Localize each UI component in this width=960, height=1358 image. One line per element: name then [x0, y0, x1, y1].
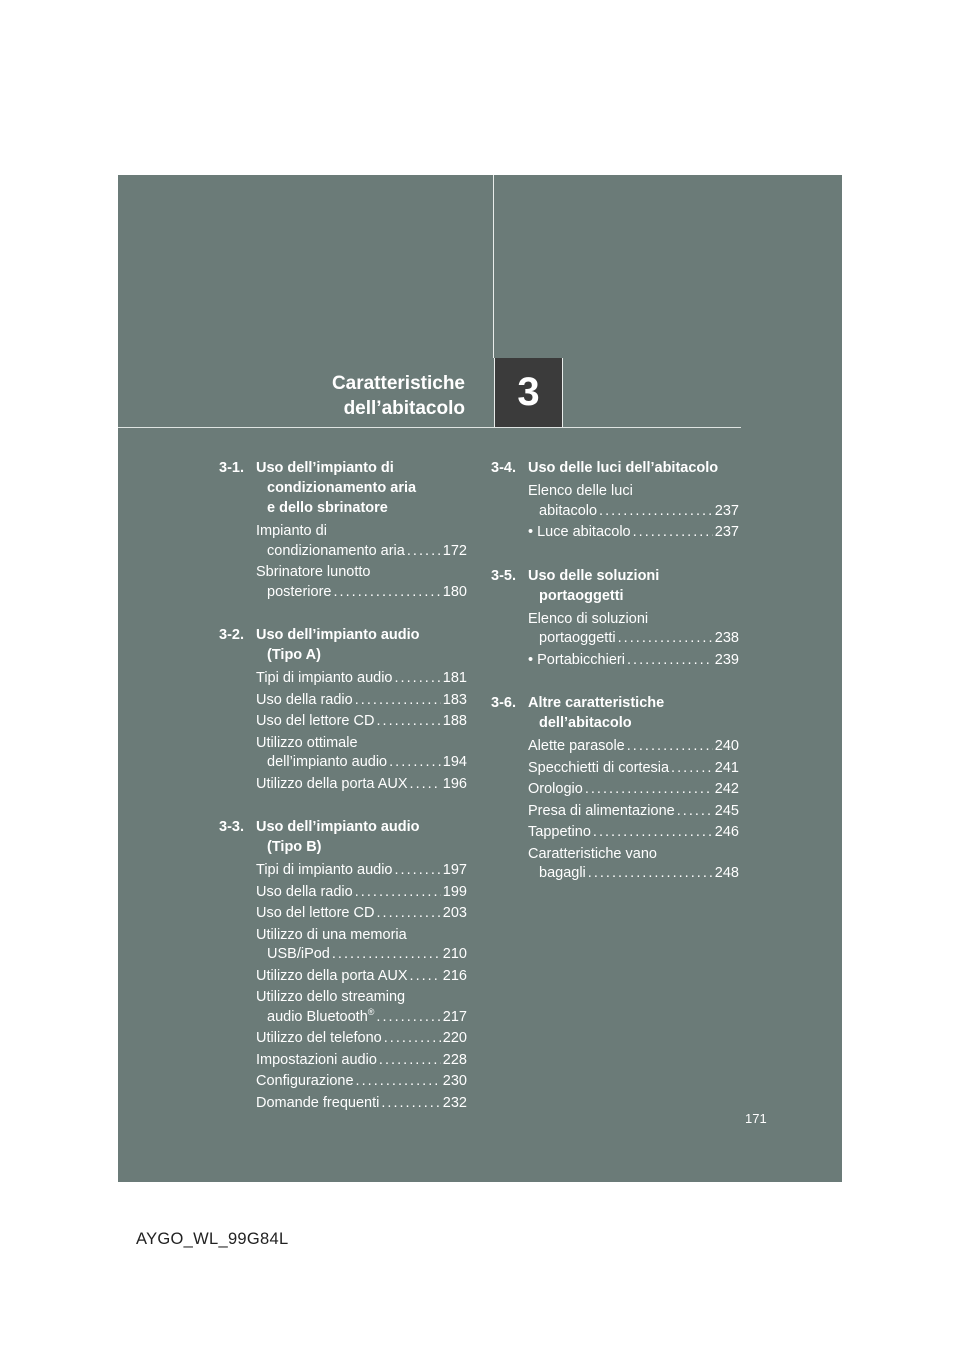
toc-entry[interactable]: [256, 1051, 467, 1071]
toc-section: [219, 625, 467, 794]
entry-label-line: Impianto di: [256, 523, 327, 539]
entry-label-text: Orologio: [528, 781, 583, 797]
toc-entry[interactable]: [256, 926, 467, 965]
entry-page-number: 183: [442, 691, 467, 708]
entry-label: [256, 967, 408, 987]
entry-label-line: Utilizzo ottimale: [256, 734, 358, 751]
toc-entry[interactable]: [256, 1029, 467, 1049]
entry-label-text: abitacolo: [539, 502, 598, 519]
entry-page-number: 217: [442, 1008, 467, 1025]
section-title-line: condizionamento aria: [267, 480, 417, 496]
dot-leader: [379, 1051, 441, 1071]
entry-label: [528, 651, 625, 671]
entry-label: [528, 823, 591, 843]
document-code: AYGO_WL_99G84L: [136, 1230, 289, 1248]
vertical-divider: [493, 175, 494, 358]
section-title: [528, 458, 718, 478]
entry-label: [256, 1094, 379, 1114]
entry-page-number: 241: [714, 759, 739, 776]
chapter-number: 3: [517, 370, 540, 414]
entry-label: [539, 864, 586, 884]
section-title-line: (Tipo A): [267, 647, 321, 663]
entry-page-number: 237: [714, 524, 739, 540]
entry-last-line: [256, 945, 467, 965]
toc-entry[interactable]: [528, 823, 739, 843]
toc-entry[interactable]: [256, 1072, 467, 1092]
dot-leader: [376, 904, 440, 924]
section-heading: [219, 458, 467, 518]
registered-mark: ®: [367, 1006, 375, 1017]
entry-last-line: [528, 802, 739, 822]
section-title: [528, 693, 664, 733]
toc-section: [219, 458, 467, 602]
toc-entry[interactable]: [528, 780, 739, 800]
dot-leader: [381, 1094, 440, 1114]
section-title-line: Uso delle luci dell’abitacolo: [528, 460, 719, 476]
entry-last-line: [256, 861, 467, 881]
toc-section: [491, 693, 739, 884]
section-title: [256, 458, 416, 518]
chapter-title-line1: Caratteristiche: [331, 373, 465, 394]
section-title-line: Altre caratteristiche: [528, 695, 665, 711]
section-heading: [491, 693, 739, 733]
section-title-line: (Tipo B): [267, 839, 322, 855]
entry-label-line: Elenco delle luci: [528, 483, 633, 499]
section-number: 3-5.: [491, 567, 516, 584]
entry-label: [528, 759, 669, 779]
entry-last-line: [256, 1072, 467, 1092]
entry-last-line: [256, 904, 467, 924]
entry-label-text: Tipi di impianto audio: [256, 670, 393, 686]
toc-section: [491, 458, 739, 543]
entry-page-number: 210: [442, 946, 467, 962]
entry-last-line: [256, 583, 467, 603]
section-heading: [219, 817, 467, 857]
toc-entry[interactable]: [528, 610, 739, 649]
dot-leader: [333, 583, 440, 603]
entry-label-text: Uso del lettore CD: [256, 905, 375, 921]
dot-leader: [332, 945, 441, 965]
toc-entry[interactable]: [256, 563, 467, 602]
entry-label: [256, 1029, 382, 1049]
toc-entry[interactable]: [256, 691, 467, 711]
entry-label-line: Utilizzo dello streaming: [256, 989, 406, 1005]
toc-entry[interactable]: [256, 988, 467, 1027]
entry-label: [539, 629, 616, 649]
entry-last-line: [256, 1008, 467, 1028]
entry-page-number: 194: [442, 754, 467, 770]
entry-last-line: [256, 669, 467, 689]
entry-page-number: 246: [714, 824, 739, 840]
entry-label-line: Sbrinatore lunotto: [256, 564, 371, 580]
toc-column-left: [219, 458, 467, 1136]
entry-label: [256, 904, 374, 924]
section-title-line: Uso dell’impianto audio: [256, 627, 420, 643]
entry-label-text: • Luce abitacolo: [528, 524, 631, 540]
entry-label: [267, 542, 405, 562]
toc-section: [491, 566, 739, 671]
toc-entry[interactable]: [528, 845, 739, 884]
dot-leader: [410, 967, 441, 987]
entry-label: [256, 1072, 354, 1092]
entry-label-text: Tipi di impianto audio: [256, 862, 393, 878]
entry-label-text: portaoggetti: [539, 630, 616, 646]
entry-last-line: [528, 864, 739, 884]
entry-label: [256, 691, 353, 711]
dot-leader: [599, 502, 713, 522]
entry-page-number: 245: [714, 802, 739, 819]
toc-entry[interactable]: [256, 861, 467, 881]
entry-page-number: 237: [714, 502, 739, 519]
toc-entry[interactable]: [528, 759, 739, 779]
entry-last-line: [256, 712, 467, 732]
entry-page-number: 196: [442, 775, 467, 792]
toc-entry[interactable]: [256, 1094, 467, 1114]
entry-label: [256, 775, 408, 795]
section-title-line: portaoggetti: [539, 587, 624, 604]
entry-page-number: 248: [714, 865, 739, 881]
entry-label-text: Utilizzo del telefono: [256, 1030, 382, 1046]
entry-page-number: 228: [442, 1051, 467, 1068]
dot-leader: [627, 737, 713, 757]
entry-label-text: Impostazioni audio: [256, 1051, 377, 1068]
entry-label-text: bagagli: [539, 865, 586, 881]
entry-last-line: [528, 759, 739, 779]
section-number: 3-4.: [491, 460, 516, 476]
entry-page-number: 240: [714, 738, 739, 754]
section-heading: [491, 458, 739, 478]
entry-label-text: condizionamento aria: [267, 542, 405, 559]
toc-entry[interactable]: [256, 883, 467, 903]
entry-label-text: Specchietti di cortesia: [528, 759, 670, 776]
toc-entry[interactable]: [256, 712, 467, 732]
entry-page-number: 232: [442, 1094, 467, 1111]
entry-last-line: [528, 823, 739, 843]
entry-last-line: [256, 1029, 467, 1049]
dot-leader: [410, 775, 441, 795]
entry-label-line: Elenco di soluzioni: [528, 610, 649, 627]
entry-label: [256, 883, 353, 903]
chapter-number-tab: [494, 358, 563, 427]
entry-last-line: [256, 883, 467, 903]
entry-last-line: [256, 967, 467, 987]
entry-page-number: 216: [442, 967, 467, 984]
entry-page-number: 172: [442, 542, 467, 559]
entry-label-text: dell’impianto audio: [267, 754, 388, 770]
section-number: 3-1.: [219, 460, 244, 476]
entry-label: [256, 669, 392, 689]
entry-last-line: [256, 691, 467, 711]
toc-entry[interactable]: [528, 482, 739, 521]
entry-page-number: 180: [442, 583, 467, 600]
entry-label-text: Alette parasole: [528, 738, 625, 754]
entry-label-text: Utilizzo della porta AUX: [256, 967, 408, 984]
toc-entry[interactable]: [528, 737, 739, 757]
entry-page-number: 197: [442, 862, 467, 878]
toc-entry[interactable]: [256, 775, 467, 795]
entry-label-text: Utilizzo della porta AUX: [256, 775, 408, 792]
dot-leader: [356, 1072, 441, 1092]
entry-last-line: [528, 523, 739, 543]
entry-last-line: [528, 651, 739, 671]
entry-last-line: [256, 1094, 467, 1114]
entry-page-number: 181: [442, 670, 467, 686]
toc-section: [219, 817, 467, 1113]
entry-page-number: 230: [442, 1073, 467, 1089]
dot-leader: [389, 753, 441, 773]
section-title-line: dell’abitacolo: [539, 715, 632, 731]
entry-page-number: 203: [442, 905, 467, 921]
entry-label-text: Uso del lettore CD: [256, 713, 375, 729]
section-number: 3-6.: [491, 695, 516, 711]
dot-leader: [394, 861, 440, 881]
entry-page-number: 188: [442, 713, 467, 729]
entry-page-number: 199: [442, 883, 467, 900]
entry-page-number: 220: [442, 1030, 467, 1046]
toc-entry[interactable]: [528, 651, 739, 671]
dot-leader: [355, 883, 441, 903]
entry-last-line: [528, 502, 739, 522]
section-number: 3-3.: [219, 819, 244, 835]
section-title-line: Uso delle soluzioni: [528, 567, 660, 584]
entry-page-number: 242: [714, 781, 739, 797]
toc-entry[interactable]: [256, 967, 467, 987]
section-heading: [219, 625, 467, 665]
section-title: [256, 625, 420, 665]
entry-last-line: [256, 753, 467, 773]
entry-last-line: [256, 1051, 467, 1071]
entry-label-text: USB/iPod: [267, 946, 330, 962]
entry-label: [267, 583, 331, 603]
toc-entry[interactable]: [256, 904, 467, 924]
entry-label-text: Presa di alimentazione: [528, 802, 675, 819]
dot-leader: [677, 802, 713, 822]
horizontal-divider: [118, 427, 741, 428]
entry-label-text: Configurazione: [256, 1073, 354, 1089]
entry-label-text: Uso della radio: [256, 883, 353, 900]
section-title-line: Uso dell’impianto di: [256, 460, 394, 476]
entry-label-text: posteriore: [267, 583, 332, 600]
section-title-line: e dello sbrinatore: [267, 500, 388, 516]
entry-label: [256, 712, 374, 732]
dot-leader: [376, 712, 440, 732]
chapter-title: [205, 371, 465, 421]
dot-leader: [588, 864, 713, 884]
entry-label: [539, 502, 597, 522]
toc-entry[interactable]: [528, 802, 739, 822]
section-number: 3-2.: [219, 627, 244, 643]
toc-entry[interactable]: [256, 734, 467, 773]
entry-label-text: Uso della radio: [256, 691, 353, 708]
dot-leader: [407, 542, 441, 562]
dot-leader: [627, 651, 713, 671]
entry-label-text: • Portabicchieri: [528, 651, 625, 668]
entry-last-line: [256, 542, 467, 562]
dot-leader: [394, 669, 440, 689]
entry-label: [267, 945, 330, 965]
entry-label-text: audio Bluetooth: [267, 1008, 368, 1025]
entry-label: [528, 737, 625, 757]
section-title-line: Uso dell’impianto audio: [256, 819, 420, 835]
toc-column-right: [491, 458, 739, 907]
page-number: 171: [745, 1111, 767, 1126]
entry-label-line: Utilizzo di una memoria: [256, 926, 407, 943]
dot-leader: [376, 1008, 440, 1028]
entry-label-line: Caratteristiche vano: [528, 845, 657, 862]
entry-label-text: Tappetino: [528, 824, 591, 840]
section-title: [256, 817, 420, 857]
entry-page-number: 239: [714, 651, 739, 668]
entry-last-line: [256, 775, 467, 795]
dot-leader: [585, 780, 713, 800]
toc-entry[interactable]: [256, 669, 467, 689]
entry-page-number: 238: [714, 630, 739, 646]
entry-label: [267, 1008, 374, 1028]
entry-last-line: [528, 780, 739, 800]
entry-label: [256, 861, 392, 881]
dot-leader: [384, 1029, 441, 1049]
dot-leader: [618, 629, 713, 649]
entry-label: [528, 802, 675, 822]
section-title: [528, 566, 659, 606]
dot-leader: [593, 823, 713, 843]
entry-label: [528, 523, 631, 543]
entry-label-text: Domande frequenti: [256, 1094, 380, 1111]
entry-last-line: [528, 629, 739, 649]
entry-label: [256, 1051, 377, 1071]
entry-last-line: [528, 737, 739, 757]
dot-leader: [671, 759, 713, 779]
section-heading: [491, 566, 739, 606]
dot-leader: [633, 523, 713, 543]
dot-leader: [355, 691, 441, 711]
entry-label: [528, 780, 583, 800]
toc-entry[interactable]: [528, 523, 739, 543]
entry-label: [267, 753, 387, 773]
toc-entry[interactable]: [256, 522, 467, 561]
chapter-title-line2: dell’abitacolo: [343, 398, 465, 419]
